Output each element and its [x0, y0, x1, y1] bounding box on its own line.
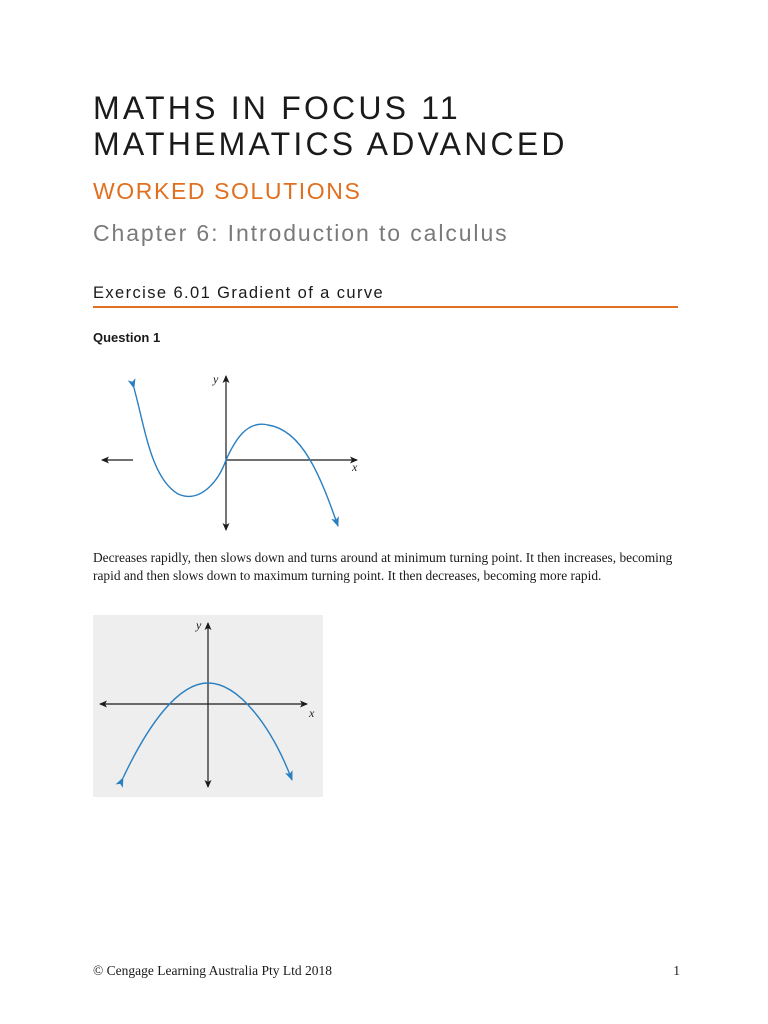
- worked-solutions-heading: WORKED SOLUTIONS: [93, 178, 362, 204]
- y-axis-label: y: [213, 372, 219, 386]
- book-title-line2: MATHEMATICS ADVANCED: [93, 126, 568, 162]
- y-axis-label: y: [196, 618, 202, 632]
- copyright-footer: © Cengage Learning Australia Pty Ltd 2018: [93, 963, 332, 978]
- book-title-line1: MATHS IN FOCUS 11: [93, 90, 461, 126]
- chapter-heading: Chapter 6: Introduction to calculus: [93, 220, 509, 246]
- cubic-curve: [134, 388, 338, 526]
- question-label: Question 1: [93, 330, 161, 345]
- question-1-description: Decreases rapidly, then slows down and turns around at minimum turning point. It then increases, becoming rapid and then slows down to maximum turning point. It then decreases, becoming more rapid.: [93, 550, 673, 583]
- gradient-graph: [100, 618, 315, 787]
- x-axis-label: x: [309, 706, 315, 720]
- heading-divider: [93, 306, 678, 308]
- page-number: 1: [673, 963, 680, 978]
- cubic-graph: [102, 372, 358, 530]
- cubic-graph-figure: [93, 368, 383, 538]
- exercise-heading: Exercise 6.01 Gradient of a curve: [93, 284, 385, 302]
- gradient-graph-figure: [93, 615, 323, 797]
- x-axis-label: x: [352, 460, 358, 474]
